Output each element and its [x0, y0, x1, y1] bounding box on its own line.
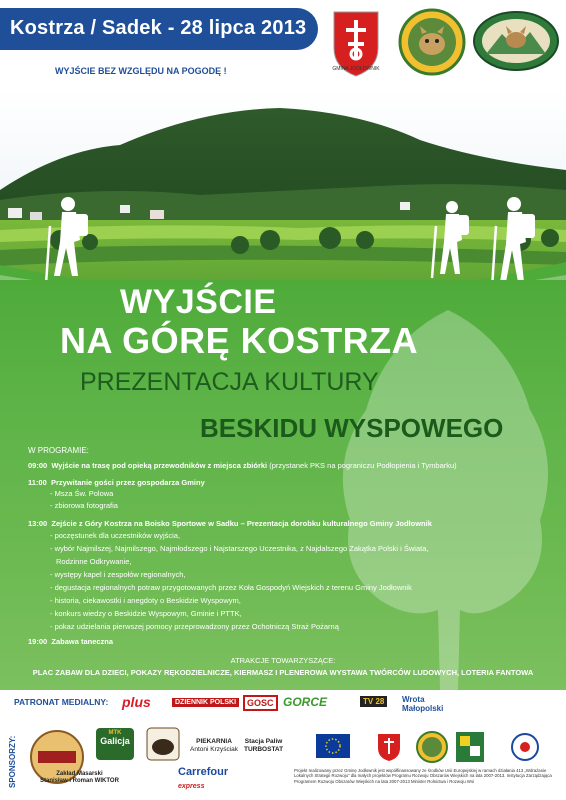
programme-item: 13:00 Zejście z Góry Kostrza na Boisko Sportowe w Sadku – Prezentacja dorobku kulturalnego Gminy Jodłownik	[28, 519, 432, 528]
programme-label: W PROGRAMIE:	[28, 446, 89, 455]
tv28-logo: TV 28	[360, 696, 387, 707]
hiker-right-icon	[488, 196, 548, 290]
extras-text: PLAC ZABAW DLA DZIECI, POKAZY RĘKODZIELNICZE, KIERMASZ I PLENEROWA WYSTAWA TWÓRCÓW LUDOWYCH, LOTERIA FANTOWA	[32, 668, 534, 677]
gorce-logo: GORCE	[283, 695, 328, 709]
programme-subitem: - konkurs wiedzy o Beskidzie Wyspowym, Gminie i PTTK,	[50, 609, 242, 618]
programme-subitem: - wybór Najmilszej, Najmilszego, Najmłodszego i Najstarszego Uczestnika, z Najdalszego Zakątka Polski i Świata,	[50, 544, 429, 553]
title-bar	[0, 8, 318, 50]
page-title: Kostrza / Sadek - 28 lipca 2013	[10, 17, 307, 39]
programme-subitem: - degustacja regionalnych potraw przygotowanych przez Koła Gospodyń Wiejskich z terenu Gminy Jodłownik	[50, 583, 412, 592]
leader-icon	[456, 732, 484, 762]
eu-flag-icon	[316, 734, 350, 758]
galicja-logo	[96, 728, 134, 760]
dziennik-polski-logo: DZIENNIK POLSKI	[172, 698, 239, 707]
programme-subitem: - zbiorowa fotografia	[50, 501, 118, 510]
sponsorzy-label: SPONSORZY:	[8, 735, 17, 788]
headline-line1: WYJŚCIE	[120, 283, 277, 321]
programme-subitem: - Msza Św. Polowa	[50, 489, 114, 498]
mtk-label: MTK	[108, 730, 122, 736]
stacja-paliw-sponsor: Stacja Paliw TURBOSTAT	[244, 738, 284, 753]
hiker-left-icon	[44, 196, 100, 286]
programme-subitem: - pokaz udzielania pierwszej pomocy przeprowadzony przez Ochotniczą Straż Pożarną	[50, 622, 339, 631]
programme-subitem: - poczęstunek dla uczestników wyjścia,	[50, 531, 181, 540]
programme-item: 11:00 Przywitanie gości przez gospodarza Gminy	[28, 478, 205, 487]
patronat-label: PATRONAT MEDIALNY:	[14, 697, 109, 707]
lgd-round-icon	[416, 731, 448, 763]
gosc-logo: GOSC	[243, 695, 278, 711]
header	[0, 0, 566, 95]
eu-funding-note: Projekt realizowany przez Gminę Jodłownik jest współfinansowany ze środków Unii Europejskiej w ramach działania 413 „Wdrażanie Lokalnych Strategii Rozwoju" dla małych projektów Programu Rozwoju Obszarów Wiejskich na lata 2007-2013. Instytucja Zarządzająca Programem Rozwoju Obszarów Wiejskich na lata 2007-2013 Minister Rolnictwa i Rozwoju Wsi	[294, 768, 552, 784]
piekarnia-sponsor: PIEKARNIA Antoni Krzyściak	[190, 738, 239, 753]
headline-line4: BESKIDU WYSPOWEGO	[200, 413, 504, 443]
programme-subitem: - występy kapel i zespołów regionalnych,	[50, 570, 186, 579]
programme-subitem: - historia, ciekawostki i anegdoty o Beskidzie Wyspowym,	[50, 596, 241, 605]
zaklad-masarski-sponsor: Zakład Masarski Stanisław i Roman WIKTOR	[40, 771, 119, 785]
gmina-crest-small-icon	[376, 732, 402, 762]
programme-item: 19:00 Zabawa taneczna	[28, 637, 114, 646]
plus-logo: plus	[122, 694, 151, 710]
headline-line3: PREZENTACJA KULTURY	[80, 368, 379, 396]
prow-icon	[500, 730, 550, 764]
hiker-center-icon	[428, 200, 478, 280]
gmina-label: GMINA JODŁOWNIK	[332, 66, 380, 72]
wrota-malopolski-logo: Wrota Małopolski	[402, 695, 444, 713]
headline-line2: NA GÓRĘ KOSTRZA	[60, 320, 419, 361]
programme-subitem: Rodzinne Odkrywanie,	[56, 557, 132, 566]
programme-item: 09:00 Wyjście na trasę pod opieką przewodników z miejsca zbiórki (przystanek PKS na pograniczu Podłopienia i Tymbarku)	[28, 461, 457, 470]
round-badge-logo	[398, 8, 466, 76]
oval-badge-logo	[472, 10, 560, 72]
galicja-label: Galicja	[100, 736, 130, 746]
tur-logo	[146, 727, 180, 761]
carrefour-logo: Carrefour express	[178, 766, 229, 791]
extras-label: ATRAKCJE TOWARZYSZĄCE:	[230, 656, 336, 665]
weather-tagline: WYJŚCIE BEZ WZGLĘDU NA POGODĘ !	[55, 66, 227, 76]
